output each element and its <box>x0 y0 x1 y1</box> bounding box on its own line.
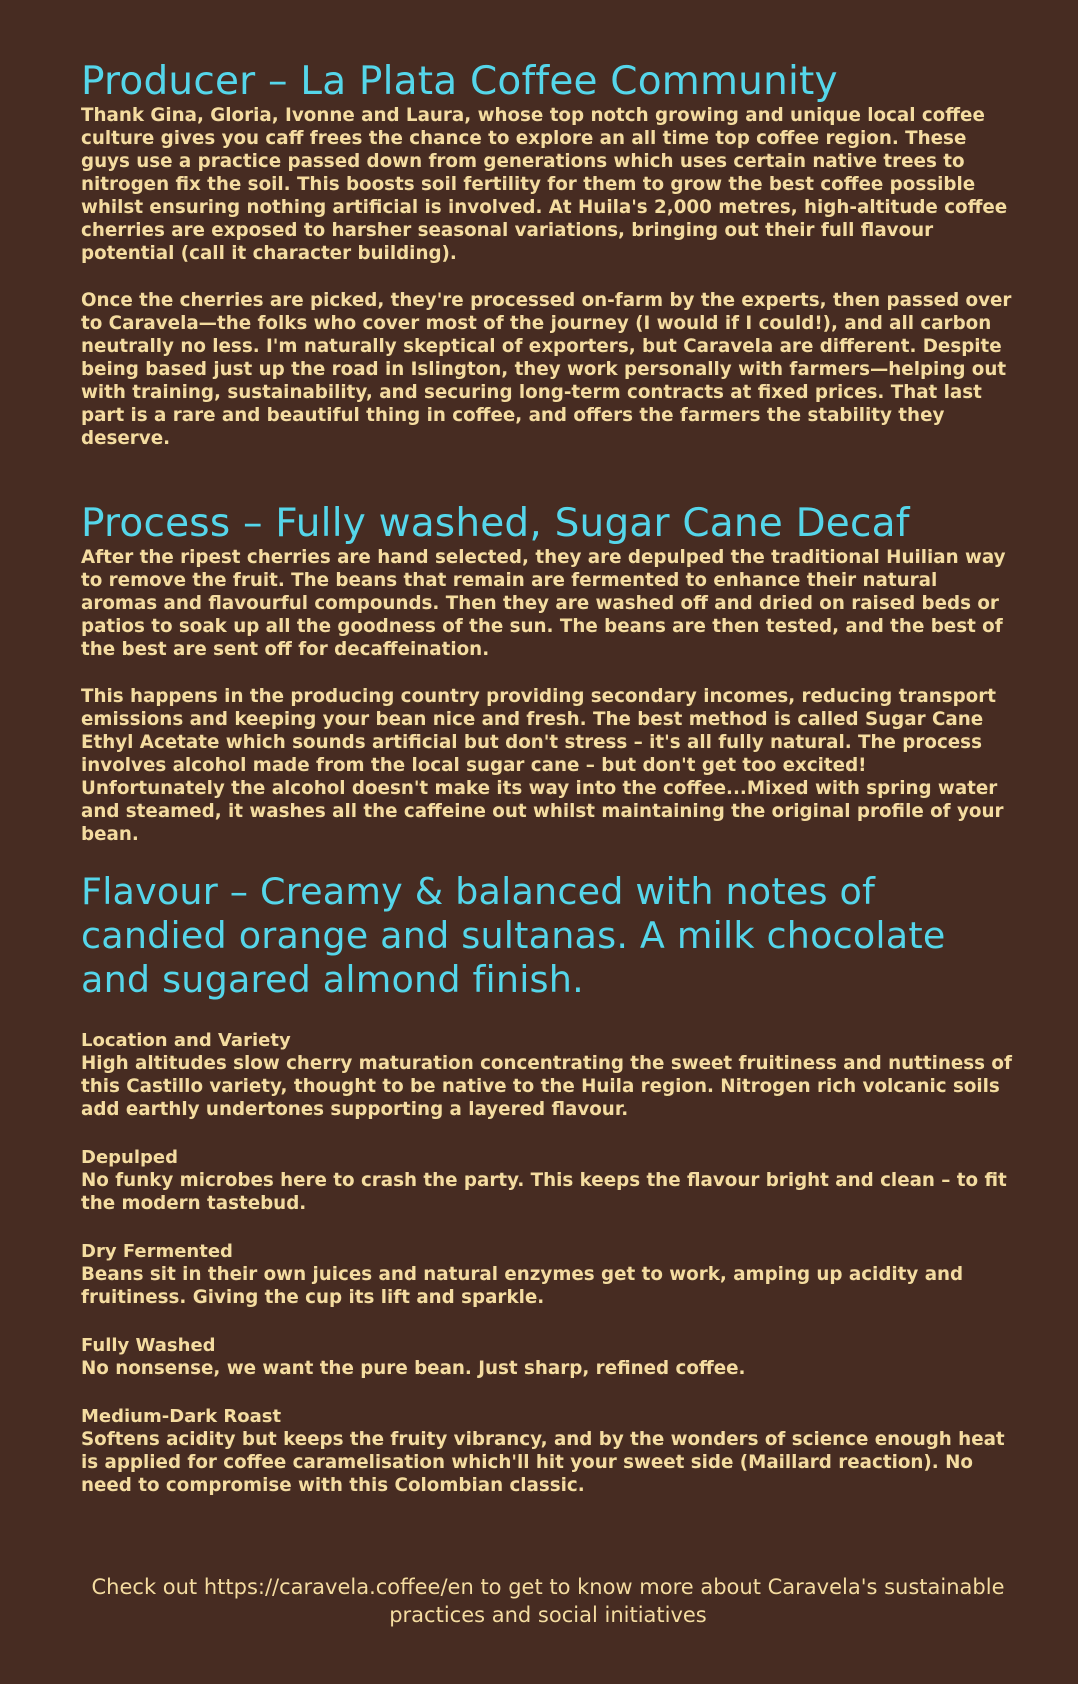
section-location-variety <box>81 1030 1016 1121</box>
producer-paragraph: Once the cherries are picked, they're processed on-farm by the experts, then passed over to Caravela—the folks who cover most of the journey (I would if I could!), and all carbon neutrally no less. I'm naturally skeptical of exporters, but Caravela are different. Despite being based just up the road in Islington, they work personally with farmers—helping out with training, sustainability, and securing long-term contracts at fixed prices. That last part is a rare and beautiful thing in coffee, and offers the farmers the stability they deserve. <box>81 290 1012 449</box>
section-body: High altitudes slow cherry maturation concentrating the sweet fruitiness and nuttiness of this Castillo variety, thought to be native to the Huila region. Nitrogen rich volcanic soils add earthly undertones supporting a layered flavour. <box>81 1053 1012 1120</box>
section-title: Medium-Dark Roast <box>81 1406 282 1427</box>
coffee-info-document <box>81 60 1016 1497</box>
section-body: No funky microbes here to crash the party. This keeps the flavour bright and clean – to fit the modern tastebud. <box>81 1170 1007 1214</box>
section-body: Beans sit in their own juices and natural enzymes get to work, amping up acidity and fruitiness. Giving the cup its lift and sparkle. <box>81 1264 964 1308</box>
section-title: Depulped <box>81 1147 178 1168</box>
flavour-heading: Flavour – Creamy & balanced with notes of candied orange and sultanas. A milk chocolate and sugared almond finish. <box>81 870 946 1001</box>
section-medium-dark-roast <box>81 1406 1016 1497</box>
section-fully-washed <box>81 1335 1016 1380</box>
producer-heading: Producer – La Plata Coffee Community <box>81 59 838 104</box>
process-heading: Process – Fully washed, Sugar Cane Decaf <box>81 501 910 546</box>
section-title: Fully Washed <box>81 1335 216 1356</box>
section-dry-fermented <box>81 1241 1016 1309</box>
process-paragraph: This happens in the producing country providing secondary incomes, reducing transport emissions and keeping your bean nice and fresh. The best method is called Sugar Cane Ethyl Acetate which sounds artificial but don't stress – it's all fully natural. The process involves alcohol made from the local sugar cane – but don't get too excited! Unfortunately the alcohol doesn't make its way into the coffee...Mixed with spring water and steamed, it washes all the caffeine out whilst maintaining the original profile of your bean. <box>81 686 1004 845</box>
section-title: Dry Fermented <box>81 1241 233 1262</box>
section-title: Location and Variety <box>81 1030 291 1051</box>
producer-paragraph: Thank Gina, Gloria, Ivonne and Laura, whose top notch growing and unique local coffee culture gives you caff frees the chance to explore an all time top coffee region. These guys use a practice passed down from generations which uses certain native trees to nitrogen fix the soil. This boosts soil fertility for them to grow the best coffee possible whilst ensuring nothing artificial is involved. At Huila's 2,000 metres, high-altitude coffee cherries are exposed to harsher seasonal variations, bringing out their full flavour potential (call it character building). <box>81 105 1008 264</box>
process-paragraph: After the ripest cherries are hand selected, they are depulped the traditional Huilian way to remove the fruit. The beans that remain are fermented to enhance their natural aromas and flavourful compounds. Then they are washed off and dried on raised beds or patios to soak up all the goodness of the sun. The beans are then tested, and the best of the best are sent off for decaffeination. <box>81 547 1006 660</box>
section-depulped <box>81 1147 1016 1215</box>
section-body: Softens acidity but keeps the fruity vibrancy, and by the wonders of science enough heat is applied for coffee caramelisation which'll hit your sweet side (Maillard reaction). No need to compromise with this Colombian classic. <box>81 1429 1005 1496</box>
footer-note: Check out https://caravela.coffee/en to get to know more about Caravela's sustainable practices and social initiatives <box>91 1575 1005 1627</box>
section-body: No nonsense, we want the pure bean. Just sharp, refined coffee. <box>81 1358 746 1379</box>
